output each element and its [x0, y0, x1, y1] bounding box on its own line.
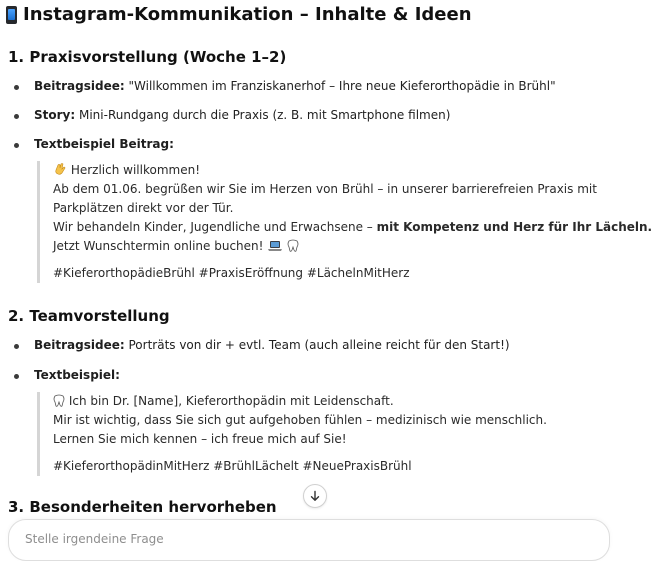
quote-line: Ich bin Dr. [Name], Kieferorthopädin mit Leidenschaft.	[68, 394, 394, 408]
prompt-input[interactable]	[23, 528, 427, 550]
quote-line: Wir behandeln Kinder, Jugendliche und Erwachsene –	[53, 220, 377, 234]
waving-hand-icon	[53, 162, 67, 182]
section-3-heading: 3. Besonderheiten hervorheben	[8, 498, 277, 516]
mobile-phone-icon	[6, 6, 17, 24]
list-item-label: Beitragsidee:	[34, 338, 125, 352]
quote-line: Ab dem 01.06. begrüßen wir Sie im Herzen von Brühl – in unserer barrierefreien Praxis mit	[53, 182, 597, 196]
tooth-icon	[287, 239, 299, 258]
list-item-text: Porträts von dir + evtl. Team (auch alleine reicht für den Start!)	[124, 338, 510, 352]
list-item	[34, 108, 450, 122]
response-title	[6, 4, 472, 25]
section-2-heading: 2. Teamvorstellung	[8, 307, 170, 325]
list-item	[34, 338, 510, 352]
section-1-heading: 1. Praxisvorstellung (Woche 1–2)	[8, 48, 287, 66]
example-quote-1	[37, 161, 652, 283]
list-item	[34, 368, 120, 382]
list-item-label: Beitragsidee:	[34, 79, 125, 93]
response-title-text: Instagram-Kommunikation – Inhalte & Ideen	[23, 4, 472, 25]
example-quote-2	[37, 392, 547, 476]
quote-line: Mir ist wichtig, dass Sie sich gut aufgehoben fühlen – medizinisch wie menschlich.	[53, 413, 547, 427]
list-item	[34, 79, 556, 93]
quote-emphasis: mit Kompetenz und Herz für Ihr Lächeln.	[376, 220, 652, 234]
hashtags: #KieferorthopädieBrühl #PraxisEröffnung #LächelnMitHerz	[53, 266, 410, 280]
scroll-to-bottom-button[interactable]	[303, 484, 327, 508]
laptop-icon	[267, 239, 283, 258]
arrow-down-icon	[309, 487, 321, 506]
list-item-label: Textbeispiel Beitrag:	[34, 137, 174, 151]
list-item-text: Mini-Rundgang durch die Praxis (z. B. mit Smartphone filmen)	[75, 108, 451, 122]
quote-line: Jetzt Wunschtermin online buchen!	[53, 239, 264, 253]
quote-line: Parkplätzen direkt vor der Tür.	[53, 201, 234, 215]
list-item	[34, 137, 174, 151]
hashtags: #KieferorthopädinMitHerz #BrühlLächelt #NeuePraxisBrühl	[53, 459, 412, 473]
quote-line: Herzlich willkommen!	[70, 163, 201, 177]
list-item-label: Textbeispiel:	[34, 368, 120, 382]
list-item-text: "Willkommen im Franziskanerhof – Ihre neue Kieferorthopädie in Brühl"	[124, 79, 556, 93]
list-item-label: Story:	[34, 108, 76, 122]
quote-line: Lernen Sie mich kennen – ich freue mich auf Sie!	[53, 432, 347, 446]
chat-composer	[8, 519, 610, 561]
